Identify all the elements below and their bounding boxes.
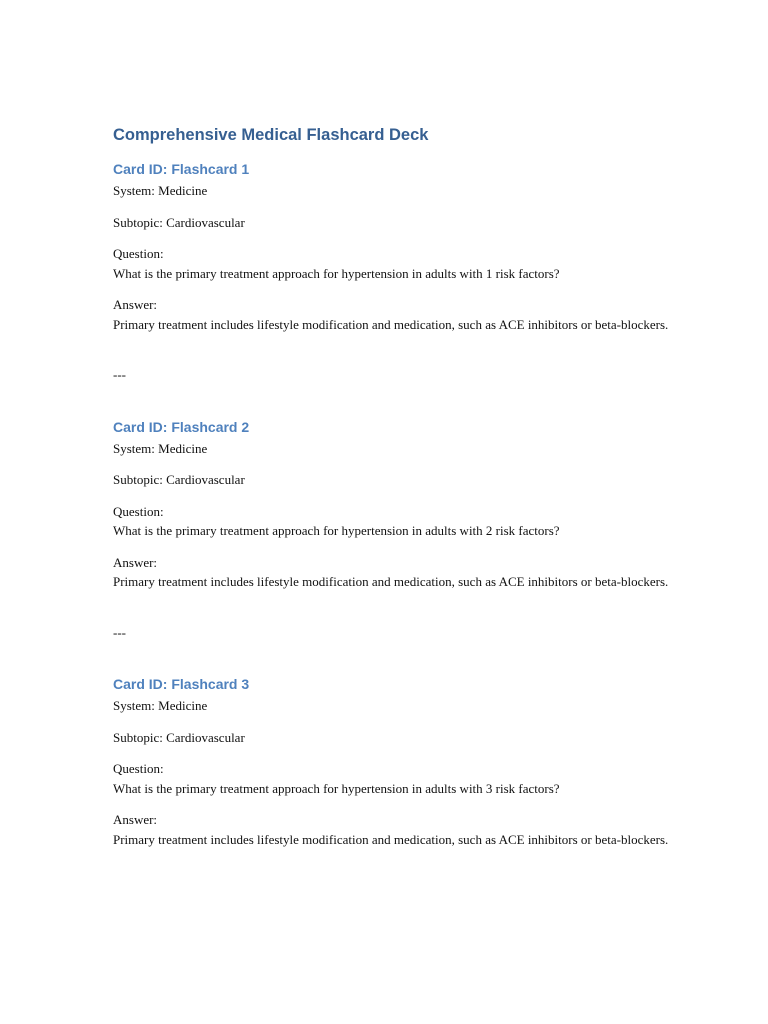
card-question-text: What is the primary treatment approach for hypertension in adults with 2 risk factors? — [113, 523, 560, 538]
card-system: System: Medicine — [113, 440, 208, 456]
card-answer-block — [113, 295, 673, 334]
flashcard — [113, 417, 673, 592]
card-subtopic: Subtopic: Cardiovascular — [113, 472, 245, 487]
card-separator: --- — [113, 367, 126, 382]
document-page — [113, 124, 673, 849]
card-question-label: Question: — [113, 246, 164, 261]
card-question-label: Question: — [113, 503, 164, 519]
card-answer-block — [113, 810, 673, 849]
card-answer-block — [113, 553, 673, 592]
card-separator: --- — [113, 624, 126, 640]
card-system: System: Medicine — [113, 183, 208, 198]
document-title: Comprehensive Medical Flashcard Deck — [113, 126, 429, 144]
card-answer-text: Primary treatment includes lifestyle modification and medication, such as ACE inhibitors or beta-blockers. — [113, 316, 669, 332]
card-question-block — [113, 502, 673, 541]
flashcard — [113, 674, 673, 849]
card-heading: Card ID: Flashcard 2 — [113, 418, 250, 435]
card-question-text: What is the primary treatment approach for hypertension in adults with 3 risk factors? — [113, 780, 560, 796]
flashcard — [113, 159, 673, 334]
card-question-block — [113, 244, 673, 283]
card-heading: Card ID: Flashcard 1 — [113, 161, 250, 177]
card-question-block — [113, 759, 673, 798]
card-subtopic: Subtopic: Cardiovascular — [113, 729, 245, 745]
card-answer-label: Answer: — [113, 554, 158, 570]
card-system: System: Medicine — [113, 698, 208, 713]
card-subtopic: Subtopic: Cardiovascular — [113, 214, 245, 230]
card-question-label: Question: — [113, 761, 164, 776]
card-answer-text: Primary treatment includes lifestyle modification and medication, such as ACE inhibitors or beta-blockers. — [113, 574, 669, 589]
card-question-text: What is the primary treatment approach for hypertension in adults with 1 risk factors? — [113, 265, 560, 281]
card-heading: Card ID: Flashcard 3 — [113, 676, 250, 692]
card-answer-label: Answer: — [113, 812, 158, 827]
card-answer-label: Answer: — [113, 297, 158, 312]
card-answer-text: Primary treatment includes lifestyle modification and medication, such as ACE inhibitors or beta-blockers. — [113, 831, 669, 847]
